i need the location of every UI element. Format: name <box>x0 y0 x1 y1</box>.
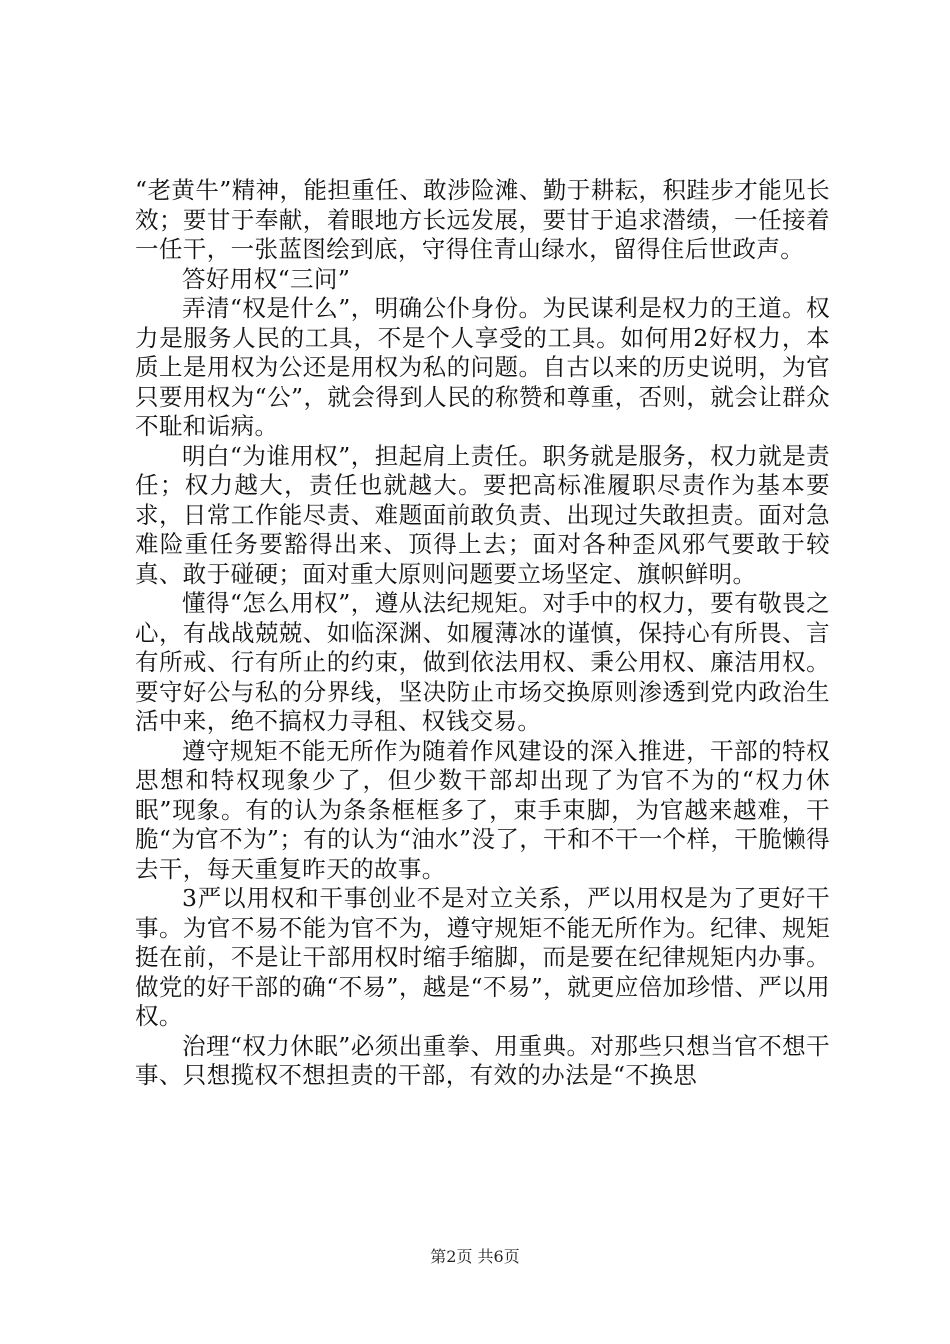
section-heading: 答好用权“三问” <box>182 264 351 293</box>
paragraph: 遵守规矩不能无所作为随着作风建设的深入推进，干部的特权思想和特权现象少了，但少数干部却出现了为官不为的“权力休眠”现象。有的认为条条框框多了，束手束脚，为官越来越难，干脆“为官不为”；有的认为“油水”没了，干和不干一个样，干脆懒得去干，每天重复昨天的故事。 <box>135 736 830 883</box>
page-footer: 第2页 共6页 <box>430 1247 520 1266</box>
paragraph: 治理“权力休眠”必须出重拳、用重典。对那些只想当官不想干事、只想揽权不想担责的干部，有效的办法是“不换思 <box>135 1031 830 1089</box>
document-body <box>135 176 830 1091</box>
paragraph: 明白“为谁用权”，担起肩上责任。职务就是服务，权力就是责任；权力越大，责任也就越大。要把高标准履职尽责作为基本要求，日常工作能尽责、难题面前敢负责、出现过失敢担责。面对急难险重任务要豁得出来、顶得上去；面对各种歪风邪气要敢于较真、敢于碰硬；面对重大原则问题要立场坚定、旗帜鲜明。 <box>135 441 830 588</box>
paragraph: 弄清“权是什么”，明确公仆身份。为民谋利是权力的王道。权力是服务人民的工具，不是个人享受的工具。如何用2好权力，本质上是用权为公还是用权为私的问题。自古以来的历史说明，为官只要用权为“公”，就会得到人民的称赞和尊重，否则，就会让群众不耻和诟病。 <box>135 294 830 440</box>
paragraph: 懂得“怎么用权”，遵从法纪规矩。对手中的权力，要有敬畏之心，有战战兢兢、如临深渊、如履薄冰的谨慎，保持心有所畏、言有所戒、行有所止的约束，做到依法用权、秉公用权、廉洁用权。要守好公与私的分界线，坚决防止市场交换原则渗透到党内政治生活中来，绝不搞权力寻租、权钱交易。 <box>135 589 830 735</box>
paragraph: 3严以用权和干事创业不是对立关系，严以用权是为了更好干事。为官不易不能为官不为，遵守规矩不能无所作为。纪律、规矩挺在前，不是让干部用权时缩手缩脚，而是要在纪律规矩内办事。做党的好干部的确“不易”，越是“不易”，就更应倍加珍惜、严以用权。 <box>135 884 830 1030</box>
paragraph-continuation: “老黄牛”精神，能担重任、敢涉险滩、勤于耕耘，积跬步才能见长效；要甘于奉献，着眼地方长远发展，要甘于追求潜绩，一任接着一任干，一张蓝图绘到底，守得住青山绿水，留得住后世政声。 <box>135 176 830 263</box>
